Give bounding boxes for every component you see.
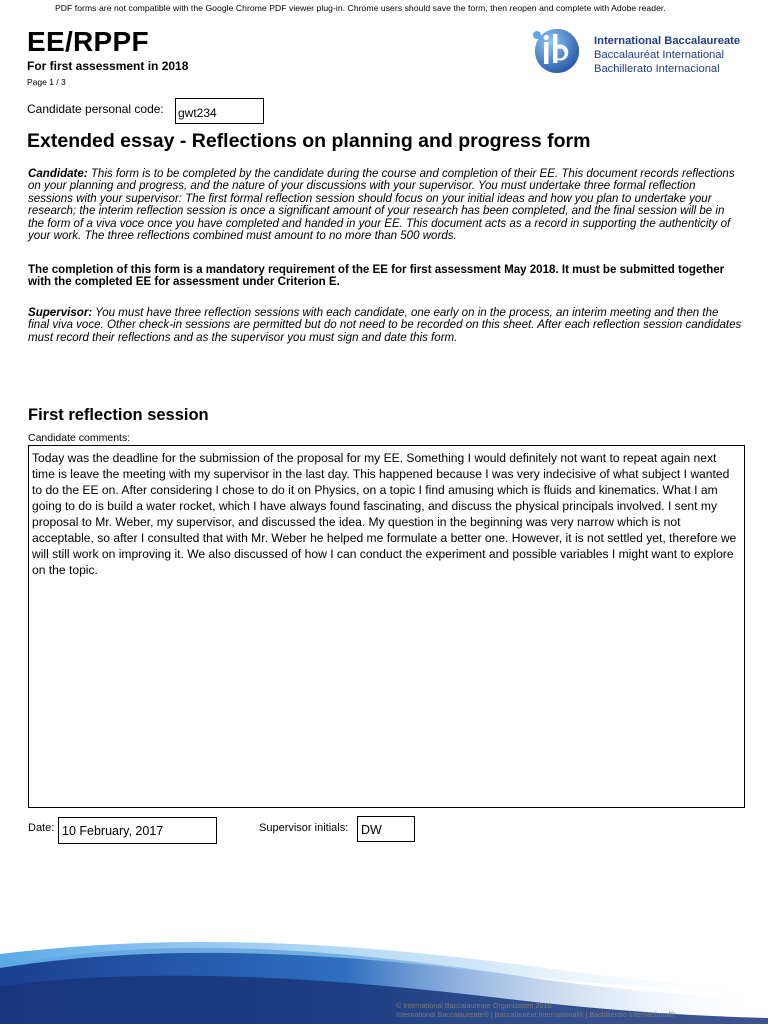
form-code: EE/RPPF xyxy=(27,26,149,57)
pdf-compatibility-note: PDF forms are not compatible with the Google Chrome PDF viewer plug-in. Chrome users should save the form, then reopen and complete with Adobe reader. xyxy=(55,3,666,13)
page-number: Page 1 / 3 xyxy=(27,77,66,87)
mandatory-requirement-note: The completion of this form is a mandatory requirement of the EE for first assessment May 2018. It must be submitted together with the completed EE for assessment under Criterion E. xyxy=(28,264,725,289)
supervisor-instructions-text: You must have three reflection sessions with each candidate, one early on in the process, an interim meeting and then the final viva voce. Other check-in sessions are permitted but do not need to be recorded on this sheet. After each reflection session candidates must record their reflections and as the supervisor you must sign and date this form. xyxy=(28,307,742,344)
first-assessment-label: For first assessment in 2018 xyxy=(27,59,189,73)
date-label: Date: xyxy=(28,822,55,834)
date-field[interactable]: 10 February, 2017 xyxy=(58,817,217,844)
candidate-instructions-lead: Candidate: xyxy=(28,168,88,180)
candidate-comments-label: Candidate comments: xyxy=(28,432,131,444)
first-reflection-heading: First reflection session xyxy=(28,406,209,424)
candidate-instructions xyxy=(28,168,742,242)
copyright-line-2: International Baccalaureate® | Baccalauréat International® | Bachillerato Internacional® xyxy=(396,1010,676,1019)
ib-logo xyxy=(529,28,591,79)
page-title: Extended essay - Reflections on planning and progress form xyxy=(27,130,591,152)
logo-line-english: International Baccalaureate xyxy=(594,35,741,47)
candidate-instructions-text: This form is to be completed by the candidate during the course and completion of their EE. This document records reflections on your planning and progress, and the nature of your discussions with your supervisor. You must undertake three formal reflection sessions with your supervisor: The first formal reflection session should focus on your initial ideas and how you plan to undertake your research; the interim reflection session is once a significant amount of your research has been completed, and the final session will be in the form of a viva voce once you have completed and handed in your EE. This document acts as a record in supporting the authenticity of your work. The three reflections combined must amount to no more than 500 words. xyxy=(28,168,735,243)
supervisor-initials-label: Supervisor initials: xyxy=(259,822,349,834)
supervisor-initials-field[interactable]: DW xyxy=(357,816,415,842)
logo-line-french: Baccalauréat International xyxy=(594,49,724,62)
logo-line-spanish: Bachillerato Internacional xyxy=(594,63,720,76)
candidate-code-field[interactable]: gwt234 xyxy=(175,98,264,124)
candidate-code-label: Candidate personal code: xyxy=(27,102,164,116)
supervisor-instructions-lead: Supervisor: xyxy=(28,307,93,319)
ib-logo-text xyxy=(594,34,740,77)
supervisor-instructions xyxy=(28,307,742,344)
candidate-comments-field[interactable]: Today was the deadline for the submission of the proposal for my EE. Something I would definitely not want to repeat again next time is leave the meeting with my supervisor in the last day. This happened because I was very indecisive of what subject I wanted to do the EE on. After considering I chose to do it on Physics, on a topic I find amusing which is fluids and kinematics. What I am going to do is build a water rocket, which I have always found fascinating, and discuss the physical principals involved. I sent my proposal to Mr. Weber, my supervisor, and discussed the idea. My question in the beginning was very narrow which is not acceptable, so after I consulted that with Mr. Weber he helped me formulate a better one. However, it is not settled yet, therefore we will still work on improving it. We also discussed of how I can conduct the experiment and possible variables I might want to explore on the topic. xyxy=(28,445,745,808)
copyright-line-1: © International Baccalaureate Organization 2016 xyxy=(396,1001,552,1010)
ib-logo-icon xyxy=(529,28,591,74)
copyright-notice xyxy=(396,1001,675,1019)
